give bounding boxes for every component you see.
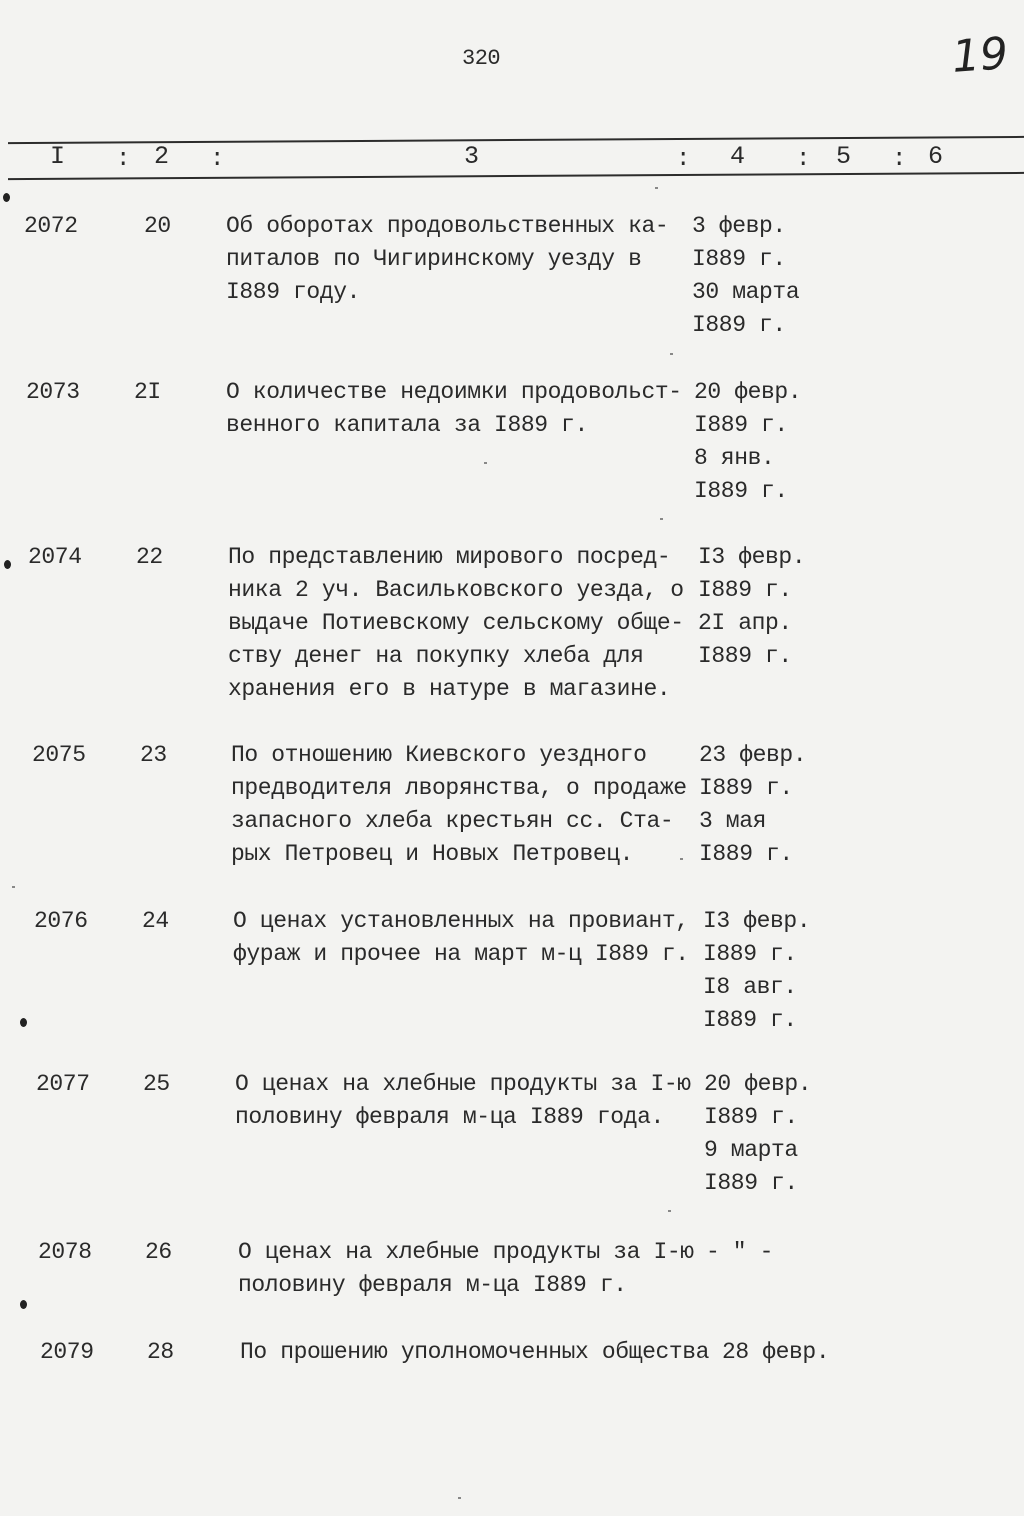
case-dates [703, 905, 810, 1037]
table-header-rule [8, 172, 1024, 180]
header-separator: : [796, 146, 811, 173]
title-line: По прошению уполномоченных общества [240, 1339, 710, 1365]
punch-mark [20, 1018, 27, 1027]
case-number: 2078 [38, 1239, 92, 1265]
case-dates [698, 541, 805, 673]
case-title [226, 376, 696, 442]
date-line: 30 марта [692, 279, 800, 305]
scan-speck [660, 518, 663, 520]
title-line: О количестве недоимки продовольст- [226, 379, 682, 405]
case-dates [699, 739, 806, 871]
date-line: I889 г. [704, 1170, 798, 1196]
case-title [226, 210, 696, 309]
case-number: 2077 [36, 1071, 90, 1097]
header-separator: : [210, 146, 225, 173]
title-line: хранения его в натуре в магазине. [228, 676, 671, 702]
date-line: 3 мая [699, 808, 767, 834]
case-title [231, 739, 701, 871]
header-separator: : [116, 146, 131, 173]
date-line: I889 г. [694, 478, 788, 504]
header-col-6: 6 [928, 142, 944, 171]
case-dates [692, 210, 799, 342]
date-line: I889 г. [692, 312, 786, 338]
title-line: ника 2 уч. Васильковского уезда, о [228, 577, 684, 603]
header-separator: : [676, 146, 691, 173]
date-line: - " - [706, 1239, 774, 1265]
case-title [238, 1236, 708, 1302]
date-line: I889 г. [699, 841, 793, 867]
case-title [240, 1336, 710, 1369]
title-line: По отношению Киевского уездного [231, 742, 647, 768]
title-line: питалов по Чигиринскому уезду в [226, 246, 642, 272]
date-line: I889 г. [694, 412, 788, 438]
case-dates [694, 376, 801, 508]
leaf-number: 26 [145, 1239, 172, 1265]
case-dates [706, 1236, 773, 1269]
date-line: 3 февр. [692, 213, 786, 239]
date-line: I889 г. [704, 1104, 798, 1130]
leaf-number: 28 [147, 1339, 174, 1365]
header-col-1: I [50, 142, 66, 171]
date-line: 2I апр. [698, 610, 792, 636]
date-line: I889 г. [692, 246, 786, 272]
header-col-3: 3 [464, 142, 480, 171]
case-title [235, 1068, 705, 1134]
case-number: 2072 [24, 213, 78, 239]
case-title [228, 541, 698, 706]
date-line: I889 г. [703, 1007, 797, 1033]
punch-mark [3, 193, 10, 202]
header-separator: : [892, 146, 907, 173]
date-line: I889 г. [703, 941, 797, 967]
header-col-2: 2 [154, 142, 170, 171]
case-number: 2073 [26, 379, 80, 405]
title-line: половину февраля м-ца I889 года. [235, 1104, 664, 1130]
title-line: предводителя лворянства, о продаже [231, 775, 687, 801]
date-line: I3 февр. [698, 544, 806, 570]
leaf-number: 2I [134, 379, 161, 405]
leaf-number: 22 [136, 544, 163, 570]
date-line: I889 г. [698, 577, 792, 603]
date-line: 8 янв. [694, 445, 775, 471]
scan-speck [680, 858, 683, 860]
header-col-4: 4 [730, 142, 746, 171]
title-line: половину февраля м-ца I889 г. [238, 1272, 627, 1298]
leaf-number: 25 [143, 1071, 170, 1097]
punch-mark [20, 1300, 27, 1309]
scan-speck [670, 353, 673, 355]
title-line: О ценах на хлебные продукты за I-ю [235, 1071, 691, 1097]
leaf-number: 24 [142, 908, 169, 934]
case-number: 2079 [40, 1339, 94, 1365]
date-line: 28 февр. [722, 1339, 830, 1365]
title-line: По представлению мирового посред- [228, 544, 671, 570]
scan-speck [12, 886, 15, 888]
title-line: выдаче Потиевскому сельскому обще- [228, 610, 684, 636]
scan-speck [668, 1210, 671, 1212]
sheet-number: 19 [950, 28, 1010, 83]
scan-speck [458, 1497, 461, 1499]
date-line: I889 г. [698, 643, 792, 669]
date-line: 20 февр. [694, 379, 802, 405]
title-line: Об оборотах продовольственных ка- [226, 213, 669, 239]
case-number: 2076 [34, 908, 88, 934]
case-number: 2075 [32, 742, 86, 768]
case-number: 2074 [28, 544, 82, 570]
case-title [233, 905, 703, 971]
date-line: 23 февр. [699, 742, 807, 768]
title-line: венного капитала за I889 г. [226, 412, 588, 438]
date-line: 20 февр. [704, 1071, 812, 1097]
scan-speck [655, 187, 658, 189]
title-line: ству денег на покупку хлеба для [228, 643, 644, 669]
page-number: 320 [462, 46, 501, 71]
scan-speck [484, 462, 487, 464]
title-line: I889 году. [226, 279, 361, 305]
title-line: рых Петровец и Новых Петровец. [231, 841, 634, 867]
date-line: I8 авг. [703, 974, 797, 1000]
date-line: 9 марта [704, 1137, 798, 1163]
leaf-number: 20 [144, 213, 171, 239]
case-dates [704, 1068, 811, 1200]
title-line: О ценах на хлебные продукты за I-ю [238, 1239, 694, 1265]
title-line: запасного хлеба крестьян сс. Ста- [231, 808, 674, 834]
title-line: фураж и прочее на март м-ц I889 г. [233, 941, 689, 967]
punch-mark [4, 560, 11, 569]
title-line: О ценах установленных на провиант, [233, 908, 689, 934]
date-line: I889 г. [699, 775, 793, 801]
header-col-5: 5 [836, 142, 852, 171]
case-dates [722, 1336, 829, 1369]
leaf-number: 23 [140, 742, 167, 768]
date-line: I3 февр. [703, 908, 811, 934]
